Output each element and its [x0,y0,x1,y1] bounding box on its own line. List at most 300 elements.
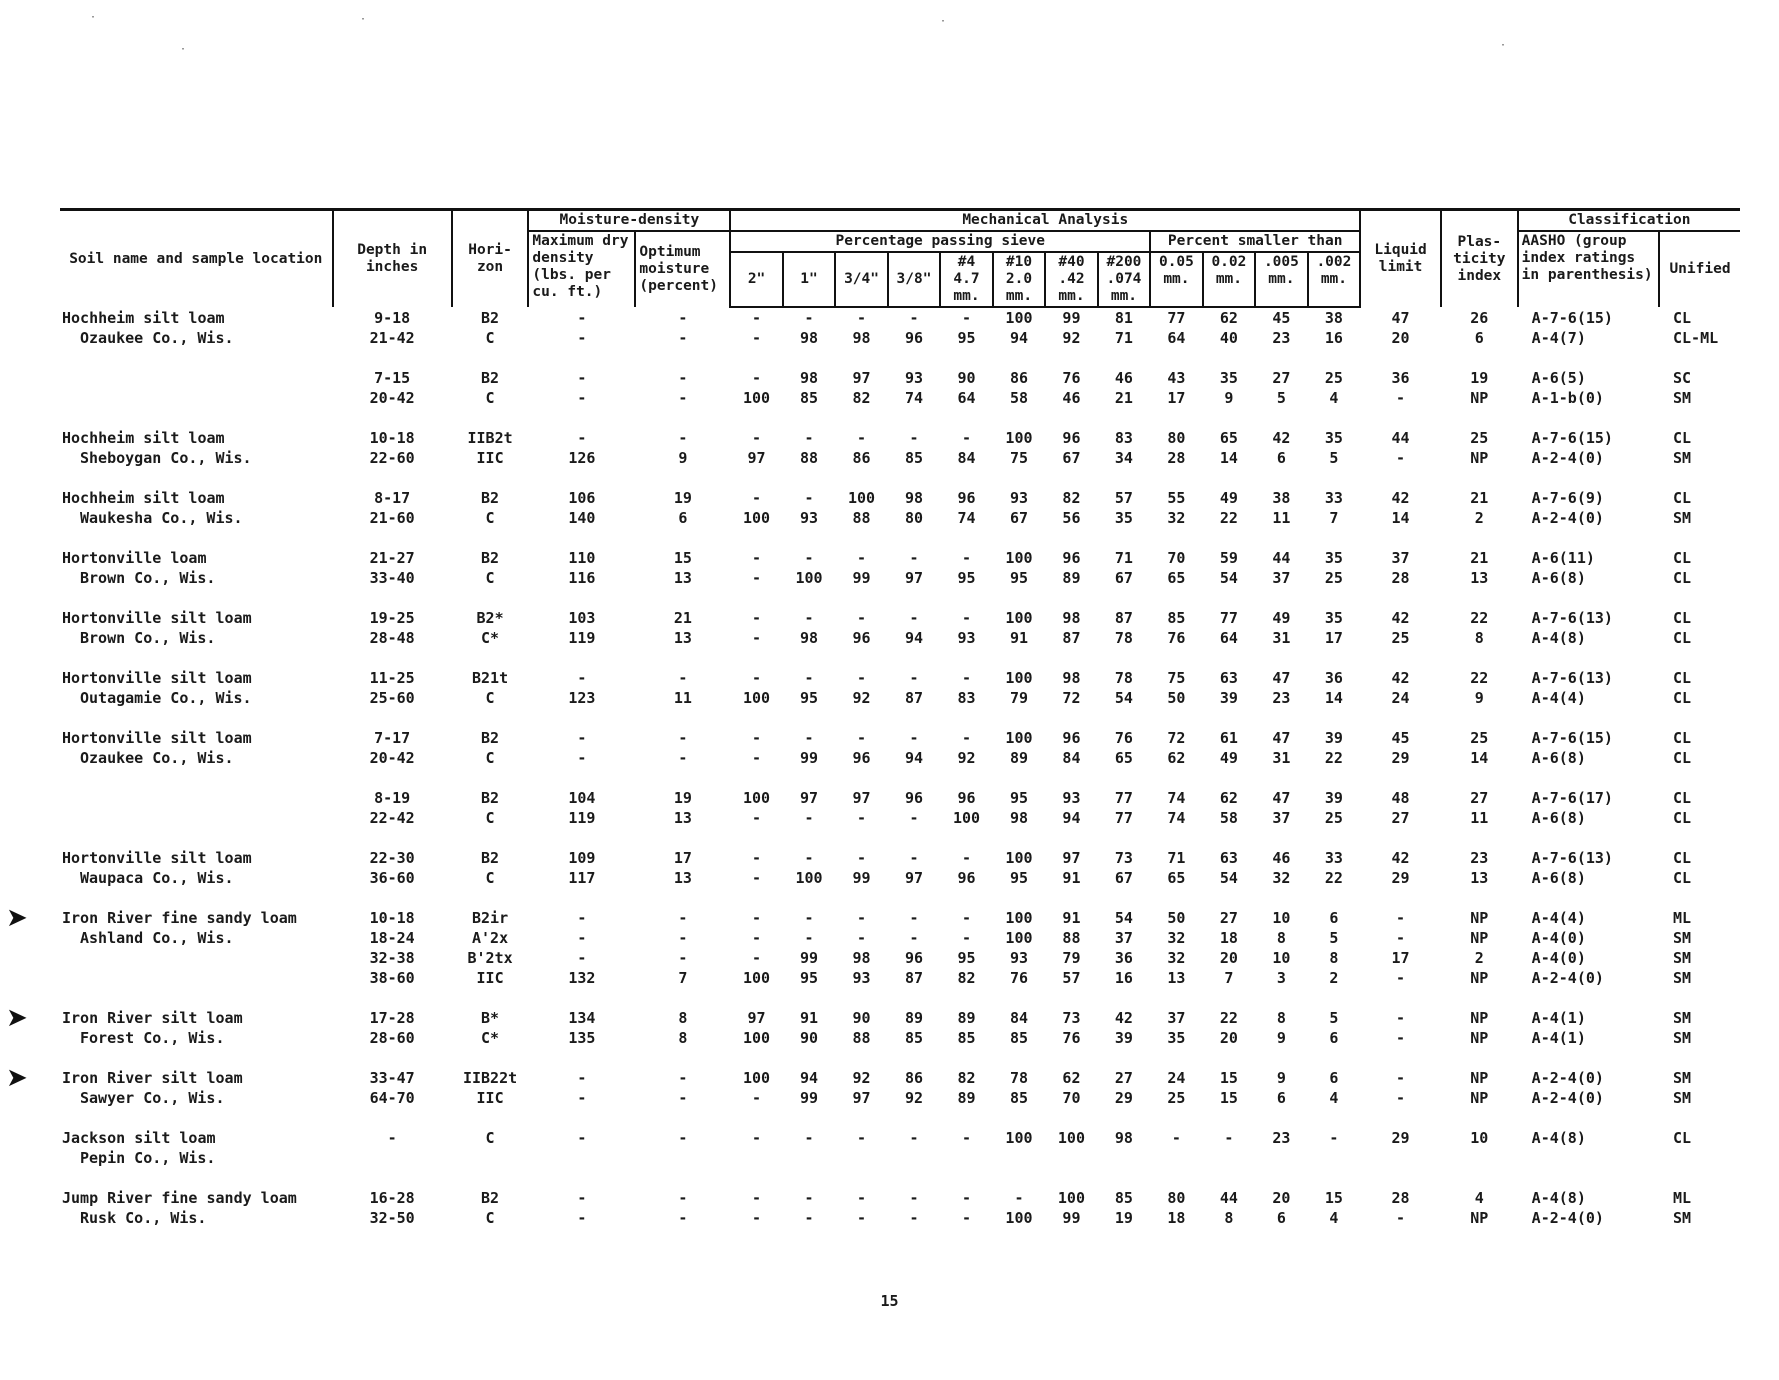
data-cell: - [961,429,971,447]
data-cell: 95 [957,569,976,587]
data-cell: CL [1673,729,1692,747]
data-cell: 44 [1272,549,1291,567]
data-cell: 77 [1219,609,1238,627]
scan-speck: · [940,16,947,27]
data-cell: 97 [904,869,924,887]
data-cell: 55 [1167,489,1186,507]
data-cell: 35 [1324,549,1343,567]
data-cell: 99 [1062,309,1081,327]
data-cell: 18-24 [369,929,415,947]
data-cell: 20 [1391,329,1410,347]
soil-name: Iron River fine sandy loam [62,909,297,927]
data-cell: 140 [568,509,596,527]
data-cell: B2 [481,729,500,747]
data-cell: 15 [1219,1069,1238,1087]
row-spacer [60,888,1740,908]
data-cell [1203,1148,1255,1168]
spacer-cell [60,988,1740,1008]
data-cell: 94 [1062,809,1081,827]
soil-name-cell [60,1128,333,1148]
data-cell: 16-28 [369,1189,415,1207]
data-cell [635,1148,730,1168]
data-cell: 32 [1272,869,1291,887]
data-cell: B2 [481,1189,500,1207]
margin-arrow-icon: ➤ [6,1063,28,1093]
data-cell: 10-18 [369,429,415,447]
data-cell: A-4(1) [1531,1009,1586,1027]
data-cell: 14 [1324,689,1343,707]
max-dry-density-header: Maximum dry density (lbs. per cu. ft.) [528,231,635,307]
soil-name: Hortonville silt loam [62,849,252,867]
spacer-cell [60,648,1740,668]
data-cell: - [857,669,867,687]
data-cell: 63 [1219,849,1238,867]
data-cell: 47 [1272,729,1291,747]
liquid-limit-header: Liquid limit [1360,210,1441,308]
data-cell: - [752,909,762,927]
data-cell: 29 [1114,1089,1133,1107]
data-cell: SM [1673,509,1692,527]
data-cell: - [577,429,587,447]
data-cell: 32-50 [369,1209,415,1227]
data-cell: 25 [1324,569,1343,587]
data-cell: 98 [852,329,871,347]
sample-location-cell [60,1028,333,1048]
data-cell: B2 [481,849,500,867]
data-cell: 100 [1005,1209,1033,1227]
data-cell: 22 [1324,869,1343,887]
sample-location-cell [60,928,333,948]
data-cell: 90 [800,1029,819,1047]
table-body [60,307,1740,1228]
data-cell: 22-30 [369,849,415,867]
data-cell: A-1-b(0) [1531,389,1604,407]
row-spacer [60,528,1740,548]
data-cell: - [678,1089,688,1107]
data-cell: 64 [957,389,976,407]
data-cell: SM [1673,949,1692,967]
data-cell: - [857,309,867,327]
data-cell: 80 [1167,1189,1186,1207]
sample-location-cell [60,748,333,768]
row-spacer [60,768,1740,788]
data-cell: 27 [1470,789,1489,807]
table-row [60,628,1740,648]
data-cell: 100 [1005,1129,1033,1147]
data-cell: - [752,1209,762,1227]
data-cell: 96 [1062,549,1081,567]
data-cell: 54 [1114,909,1133,927]
row-spacer [60,348,1740,368]
data-cell: CL [1673,489,1692,507]
data-cell: 4 [1329,1209,1339,1227]
data-cell: 75 [1167,669,1186,687]
data-cell: 23 [1272,1129,1291,1147]
data-cell: NP [1470,929,1489,947]
data-cell: 85 [904,1029,924,1047]
soil-name: Hortonville silt loam [62,669,252,687]
data-cell: - [752,549,762,567]
soil-name-cell [60,788,333,808]
sample-location-cell [60,948,333,968]
data-cell: IIC [476,1089,504,1107]
spacer-cell [60,408,1740,428]
data-cell: 79 [1062,949,1081,967]
data-cell: - [752,489,762,507]
sample-location-cell [60,568,333,588]
data-cell: 93 [852,969,871,987]
data-cell: 10-18 [369,909,415,927]
data-cell: A-7-6(13) [1531,849,1613,867]
data-cell: 77 [1167,309,1186,327]
smaller-005mm-header: 0.05 mm. [1150,252,1202,307]
data-cell: 91 [800,1009,819,1027]
data-cell: 76 [1062,1029,1081,1047]
data-cell: - [1396,449,1406,467]
data-cell: 67 [1114,569,1133,587]
data-cell: - [752,1189,762,1207]
data-cell: 64 [1167,329,1186,347]
data-cell: 21 [1470,489,1489,507]
data-cell: 8 [678,1009,688,1027]
data-cell: 22 [1470,609,1489,627]
data-cell: 13 [673,809,692,827]
data-cell: 98 [1009,809,1028,827]
data-cell: 73 [1114,849,1133,867]
data-cell [1308,1148,1361,1168]
table-row [60,688,1740,708]
data-cell: A-4(1) [1531,1029,1586,1047]
data-cell: A-4(8) [1531,1189,1586,1207]
data-cell: 71 [1114,329,1133,347]
data-cell: 10 [1470,1129,1489,1147]
data-cell [1441,1148,1518,1168]
data-cell: 83 [957,689,976,707]
data-cell: 27 [1219,909,1238,927]
table-row [60,448,1740,468]
data-cell: - [678,1129,688,1147]
data-cell: A-2-4(0) [1531,509,1604,527]
data-cell: 4 [1329,389,1339,407]
soil-name-cell [60,608,333,628]
data-cell: 22 [1219,1009,1238,1027]
data-cell: 13 [673,629,692,647]
data-cell: 54 [1114,689,1133,707]
sample-location: Waukesha Co., Wis. [80,509,243,527]
data-cell: A-2-4(0) [1531,1209,1604,1227]
data-cell: 89 [904,1009,924,1027]
data-cell: CL [1673,869,1692,887]
data-cell: 25 [1470,429,1489,447]
data-cell: 70 [1167,549,1186,567]
data-cell: 22-60 [369,449,415,467]
sample-location: Brown Co., Wis. [80,569,216,587]
data-cell: 7 [678,969,688,987]
soil-name-cell [60,1188,333,1208]
sample-location: Outagamie Co., Wis. [80,689,252,707]
data-cell: SC [1673,369,1692,387]
data-cell: C [485,329,495,347]
data-cell: 29 [1391,749,1410,767]
data-cell: - [752,329,762,347]
data-cell: 6 [1276,449,1286,467]
moisture-density-header: Moisture-density [528,210,730,232]
data-cell: 100 [1005,669,1033,687]
data-cell: A-4(0) [1531,949,1586,967]
data-cell: - [804,1129,814,1147]
sample-location-cell [60,1208,333,1228]
data-cell: 7-17 [374,729,411,747]
data-cell: - [577,1089,587,1107]
data-cell: - [1396,1209,1406,1227]
data-cell: - [804,929,814,947]
data-cell: 88 [852,509,871,527]
data-cell: A-2-4(0) [1531,449,1604,467]
data-cell: C [485,1209,495,1227]
data-cell: 27 [1391,809,1410,827]
percentage-passing-sieve-header: Percentage passing sieve [730,231,1150,252]
data-cell: 49 [1219,489,1238,507]
data-cell: 100 [1005,929,1033,947]
data-cell: 61 [1219,729,1238,747]
data-cell: 92 [852,1069,871,1087]
data-cell: 31 [1272,749,1291,767]
data-cell: - [1396,909,1406,927]
sample-location-cell [60,1148,333,1168]
soil-name: Jump River fine sandy loam [62,1189,297,1207]
data-cell: 15 [673,549,692,567]
table-row [60,668,1740,688]
data-cell [730,1148,782,1168]
data-cell: B2ir [472,909,509,927]
data-cell: 31 [1272,629,1291,647]
data-cell: - [804,309,814,327]
data-cell: 100 [1005,309,1033,327]
data-cell: 29 [1391,869,1410,887]
row-spacer [60,988,1740,1008]
data-cell: 99 [1062,1209,1081,1227]
soil-name: Iron River silt loam [62,1069,243,1087]
margin-arrow-icon: ➤ [6,1003,28,1033]
data-cell: 62 [1219,789,1238,807]
sample-location: Rusk Co., Wis. [80,1209,207,1227]
data-cell: 95 [957,329,976,347]
data-cell: 47 [1272,669,1291,687]
data-cell: 57 [1062,969,1081,987]
data-cell: 65 [1167,569,1186,587]
data-cell: 57 [1114,489,1133,507]
data-cell: - [857,609,867,627]
data-cell: 13 [1167,969,1186,987]
data-cell: - [804,1189,814,1207]
data-cell: 23 [1272,329,1291,347]
data-cell: - [678,909,688,927]
data-cell: NP [1470,1089,1489,1107]
spacer-cell [60,888,1740,908]
data-cell: A-4(8) [1531,1129,1586,1147]
data-cell: 21 [673,609,692,627]
soil-name-cell [60,368,333,388]
data-cell: 82 [1062,489,1081,507]
data-cell: 99 [852,569,871,587]
data-cell: 15 [1219,1089,1238,1107]
data-cell: 8-17 [374,489,411,507]
data-cell: 93 [904,369,924,387]
data-cell: 100 [1005,429,1033,447]
data-cell: CL [1673,1129,1692,1147]
table-row [60,1068,1740,1088]
data-cell: C* [481,1029,500,1047]
data-cell: 64-70 [369,1089,415,1107]
data-cell: 27 [1114,1069,1133,1087]
data-cell: 85 [1009,1089,1028,1107]
soil-name-cell [60,728,333,748]
data-cell: 9 [1224,389,1234,407]
table-row [60,388,1740,408]
data-cell: 73 [1062,1009,1081,1027]
scan-speck: · [360,14,367,25]
data-cell: 34 [1114,449,1133,467]
data-cell: 33 [1324,849,1343,867]
table-row [60,568,1740,588]
row-spacer [60,468,1740,488]
data-cell: 91 [1062,869,1081,887]
data-cell: 119 [568,809,596,827]
data-cell: 14 [1470,749,1489,767]
data-cell [452,1148,529,1168]
data-cell: 65 [1114,749,1133,767]
data-cell: - [909,1209,919,1227]
data-cell: 97 [1062,849,1081,867]
data-cell: A-6(8) [1531,869,1586,887]
data-cell: - [752,869,762,887]
data-cell: 100 [743,1029,771,1047]
data-cell: 62 [1167,749,1186,767]
table-row [60,868,1740,888]
data-cell: 25 [1324,809,1343,827]
soil-name-cell [60,1068,333,1088]
data-cell: 17 [1391,949,1410,967]
data-cell: 44 [1391,429,1410,447]
data-cell: - [678,389,688,407]
data-cell: 90 [852,1009,871,1027]
row-spacer [60,588,1740,608]
data-cell: A-7-6(13) [1531,669,1613,687]
data-cell: 35 [1324,609,1343,627]
data-cell [835,1148,887,1168]
data-cell: 11-25 [369,669,415,687]
data-cell: 100 [1005,609,1033,627]
data-cell: A-2-4(0) [1531,1069,1604,1087]
data-cell: 21-42 [369,329,415,347]
data-cell: 22 [1470,669,1489,687]
data-cell: 2 [1474,949,1484,967]
sample-location-cell [60,808,333,828]
soil-name: Hochheim silt loam [62,308,225,327]
data-cell: 74 [904,389,924,407]
data-cell: - [678,929,688,947]
data-cell: 21 [1470,549,1489,567]
data-cell: CL [1673,549,1692,567]
data-cell: - [752,749,762,767]
data-cell: - [752,609,762,627]
data-cell: 8 [1329,949,1339,967]
sieve-no40-header: #40 .42 mm. [1045,252,1097,307]
data-cell: 96 [904,789,924,807]
data-cell: 100 [743,789,771,807]
data-cell: 134 [568,1009,596,1027]
data-cell: 6 [1329,1029,1339,1047]
data-cell: 126 [568,449,596,467]
data-cell: - [804,809,814,827]
data-cell: 135 [568,1029,596,1047]
data-cell: 89 [957,1009,976,1027]
data-cell: - [752,309,762,327]
data-cell: 26 [1470,308,1489,327]
table-row [60,307,1740,328]
data-cell: 19 [673,789,692,807]
data-cell: - [678,429,688,447]
data-cell: 76 [1009,969,1028,987]
table-row [60,908,1740,928]
data-cell: B2 [481,549,500,567]
data-cell: A-6(5) [1531,369,1586,387]
data-cell [1659,1148,1740,1168]
data-cell: - [678,329,688,347]
page-number: 15 [880,1292,899,1310]
data-cell: - [1171,1129,1181,1147]
data-cell: - [857,809,867,827]
data-cell: 97 [747,449,766,467]
soil-name-cell [60,908,333,928]
data-cell: 24 [1391,689,1410,707]
data-cell: - [804,729,814,747]
data-cell: 6 [1276,1089,1286,1107]
data-cell: 37 [1272,569,1291,587]
data-cell: 85 [1009,1029,1028,1047]
data-cell: 42 [1391,669,1410,687]
data-cell: 98 [800,329,819,347]
data-cell: C [485,749,495,767]
data-cell: 32 [1167,929,1186,947]
data-cell [888,1148,940,1168]
horizon-header: Hori- zon [452,210,529,308]
data-cell: 20-42 [369,389,415,407]
data-cell: - [752,429,762,447]
data-cell: 8 [678,1029,688,1047]
data-cell: - [961,849,971,867]
data-cell: 84 [957,449,976,467]
sample-location [62,809,80,827]
data-cell: 13 [1470,569,1489,587]
data-cell: - [961,549,971,567]
data-cell: 19 [1114,1209,1133,1227]
data-cell: 74 [1167,789,1186,807]
data-cell: 96 [957,489,976,507]
data-cell: 9 [1276,1029,1286,1047]
data-cell: 100 [1057,1189,1085,1207]
data-cell: - [752,629,762,647]
data-cell: 56 [1062,509,1081,527]
data-cell: - [804,669,814,687]
data-cell: 100 [1057,1129,1085,1147]
data-cell: 100 [847,489,876,507]
data-cell: 85 [1114,1189,1133,1207]
data-cell: 16 [1114,969,1133,987]
sample-location-cell [60,628,333,648]
data-cell: 85 [1167,609,1186,627]
data-cell: 42 [1114,1009,1133,1027]
